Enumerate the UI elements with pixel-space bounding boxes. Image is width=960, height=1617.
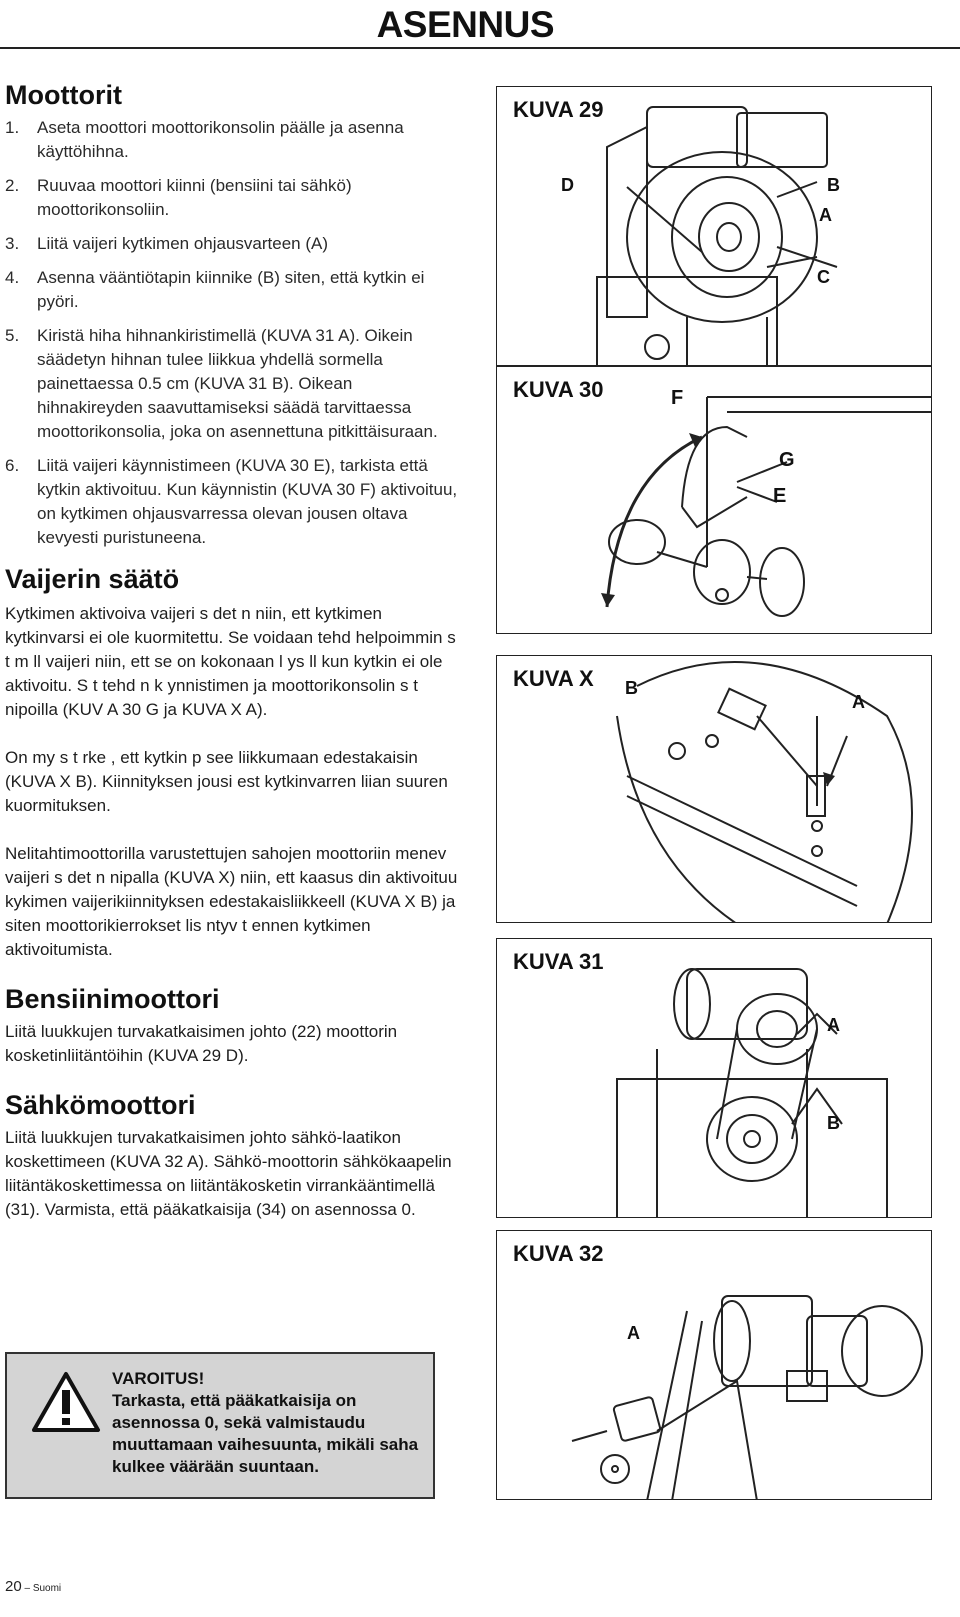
step-item [5,116,460,164]
warning-triangle-icon [31,1370,101,1434]
header-divider [0,47,960,49]
figure-label: KUVA 31 [513,949,604,974]
vaijerin-paragraph-1: Kytkimen aktivoiva vaijeri s det n niin, ett kytkimen kytkinvarsi ei ole kuormitettu. Se voidaan tehd helpoimmin s t m ll vaijeri niin, ett se on kokonaan l ys ll kun kytkin ei ole aktivoitu. S t tehd n k ynnistimen ja moottorikonsolin s t nipoilla (KUV A 30 G ja KUVA X A). [5,604,456,719]
figure-label: KUVA 30 [513,377,604,402]
figure-label: KUVA 32 [513,1241,604,1266]
heading-vaijerin-saato: Vaijerin säätö [5,564,180,594]
figure-kuva-29 [496,86,932,366]
step-text: Asenna vääntiötapin kiinnike (B) siten, että kytkin ei pyöri. [37,268,425,311]
warning-box [5,1352,435,1499]
callout-a: A [827,1015,840,1035]
section-vaijerin [5,564,460,962]
cable-detail-illustration [497,656,932,923]
step-item [5,232,460,256]
figure-kuva-31 [496,938,932,1218]
callout-b: B [827,1113,840,1133]
step-item [5,266,460,314]
callout-d: D [561,175,574,195]
heading-sahkomoottori: Sähkömoottori [5,1090,196,1120]
page-header-title: ASENNUS [376,4,554,45]
step-number: 4. [5,268,20,287]
step-number: 6. [5,456,20,475]
step-text: Kiristä hiha hihnankiristimellä (KUVA 31 A). Oikein säädetyn hihnan tulee liikkua yhdellä sormella painettaessa 0.5 cm (KUVA 31 B). Oikean hihnakireyden saavuttamiseksi säädä tarvittaessa moottorikonsolia, joka on asennettuna pitkittäisuraan. [37,326,438,441]
electric-motor-illustration [497,1231,932,1500]
warning-text-block [112,1368,427,1478]
figure-kuva-x [496,655,932,923]
handle-illustration [497,367,932,634]
vaijerin-paragraph-3: Nelitahtimoottorilla varustettujen sahojen moottoriin menev vaijeri s det n nipalla (KUVA X) niin, ett kaasus din aktivoituu kykimen vaijerikiinnityksen edestakaisliikkeell (KUVA X B) ja siten moottorikierrokset lis ntyv t ennen kytkimen aktivoitumista. [5,844,458,959]
bensiini-paragraph: Liitä luukkujen turvakatkaisimen johto (22) moottorin kosketinliitäntöihin (KUVA 29 D). [5,1022,398,1065]
callout-c: C [817,267,830,287]
step-item [5,454,460,550]
callout-a: A [852,692,865,712]
footer-language: Suomi [32,1583,62,1594]
page-footer [5,1578,61,1595]
callout-f: F [671,387,684,409]
step-text: Liitä vaijeri kytkimen ohjausvarteen (A) [37,234,329,253]
step-text: Aseta moottori moottorikonsolin päälle ja asenna käyttöhihna. [37,118,404,161]
section-sahko [5,1090,460,1222]
step-item [5,324,460,444]
callout-g: G [779,449,795,471]
warning-body: Tarkasta, että pääkatkaisija on asennossa 0, sekä valmistaudu muuttamaan vaihesuunta, mikäli saha kulkee väärään suuntaan. [112,1391,419,1476]
step-item [5,174,460,222]
step-text: Liitä vaijeri käynnistimeen (KUVA 30 E), tarkista että kytkin aktivoituu. Kun käynnistin (KUVA 30 F) aktivoituu, on kytkimen ohjausvarressa olevan jousen oltava kevyesti puristuneena. [37,456,458,547]
callout-a: A [627,1323,640,1343]
warning-title: VAROITUS! [112,1369,205,1388]
figure-label: KUVA X [513,666,594,691]
callout-b: B [625,678,638,698]
heading-moottorit: Moottorit [5,80,122,110]
callout-e: E [773,485,787,507]
step-number: 1. [5,118,20,137]
sahko-paragraph: Liitä luukkujen turvakatkaisimen johto sähkö-laatikon koskettimeen (KUVA 32 A). Sähkö-moottorin sähkökaapelin liitäntäkoskettimessa on liitäntäkosketin virrankääntimellä (31). Varmista, että pääkatkaisija (34) on asennossa 0. [5,1128,452,1219]
callout-b: B [827,175,840,195]
step-number: 3. [5,234,20,253]
step-number: 2. [5,176,20,195]
left-column [5,80,460,1222]
step-number: 5. [5,326,20,345]
vaijerin-paragraph-2: On my s t rke , ett kytkin p see liikkumaan edestakaisin (KUVA X B). Kiinnityksen jousi est kytkinvarren liian suuren kuormituksen. [5,748,448,815]
figure-kuva-30 [496,366,932,634]
footer-separator: – [21,1583,33,1594]
page-number: 20 [5,1578,22,1595]
callout-a: A [819,205,832,225]
step-text: Ruuvaa moottori kiinni (bensiini tai sähkö) moottorikonsoliin. [37,176,352,219]
heading-bensiinimoottori: Bensiinimoottori [5,984,220,1014]
figure-label: KUVA 29 [513,97,604,122]
engine-illustration [497,87,932,366]
moottorit-steps [5,116,460,550]
section-bensiini [5,984,460,1068]
belt-tension-illustration [497,939,932,1218]
figure-kuva-32 [496,1230,932,1500]
